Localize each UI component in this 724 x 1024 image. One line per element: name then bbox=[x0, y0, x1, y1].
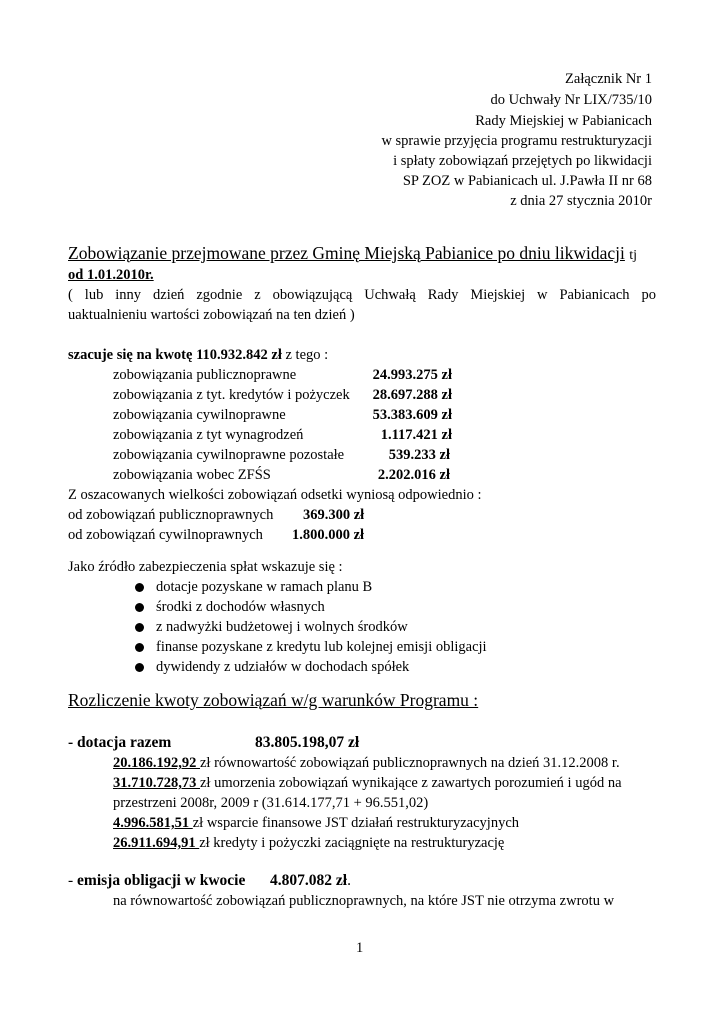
header-line-4: w sprawie przyjęcia programu restrukturyzacji bbox=[381, 133, 652, 149]
interest-intro: Z oszacowanych wielkości zobowiązań odsetki wyniosą odpowiednio : bbox=[68, 487, 482, 503]
document-title bbox=[68, 242, 637, 267]
source-item: z nadwyżki budżetowej i wolnych środków bbox=[156, 619, 408, 635]
estimate-item-amount: 2.202.016 zł bbox=[377, 467, 450, 483]
estimate-item-label: zobowiązania cywilnoprawne bbox=[113, 407, 286, 423]
settlement-line bbox=[113, 793, 428, 813]
estimate-item-amount: 24.993.275 zł bbox=[372, 367, 452, 383]
estimate-item-label: zobowiązania cywilnoprawne pozostałe bbox=[113, 447, 345, 463]
settlement-heading: Rozliczenie kwoty zobowiązań w/g warunków Programu : bbox=[68, 690, 479, 710]
header-line-1: Załącznik Nr 1 bbox=[565, 71, 652, 87]
settlement-amount: 26.911.694,91 bbox=[113, 835, 200, 851]
interest-public-label: od zobowiązań publicznoprawnych bbox=[68, 507, 274, 523]
bullet-icon bbox=[135, 583, 144, 592]
header-line-3: Rady Miejskiej w Pabianicach bbox=[475, 113, 652, 129]
estimate-label: szacuje się na kwotę 110.932.842 zł bbox=[68, 347, 282, 363]
settlement-line bbox=[113, 773, 622, 793]
estimate-item-label: zobowiązania z tyt wynagrodzeń bbox=[113, 427, 304, 443]
settlement-line bbox=[113, 813, 519, 833]
estimate-suffix: z tego : bbox=[281, 347, 329, 363]
note-line-2: uaktualnieniu wartości zobowiązań na ten dzień ) bbox=[68, 307, 355, 323]
settlement-text: zł równowartość zobowiązań publicznoprawnych na dzień 31.12.2008 r. bbox=[200, 755, 620, 771]
sources-intro: Jako źródło zabezpieczenia spłat wskazuje się : bbox=[68, 559, 343, 575]
title-main: Zobowiązanie przejmowane przez Gminę Miejską Pabianice po dniu likwidacji bbox=[68, 243, 625, 263]
settlement-text: zł kredyty i pożyczki zaciągnięte na restrukturyzację bbox=[199, 835, 505, 851]
bullet-icon bbox=[135, 663, 144, 672]
bond-line bbox=[68, 871, 245, 891]
title-date: od 1.01.2010r. bbox=[68, 267, 154, 283]
grant-label: - dotacja razem bbox=[68, 734, 172, 751]
source-item: środki z dochodów własnych bbox=[156, 599, 325, 615]
bond-text: na równowartość zobowiązań publicznoprawnych, na które JST nie otrzyma zwrotu w bbox=[113, 893, 615, 909]
bullet-icon bbox=[135, 623, 144, 632]
settlement-line bbox=[113, 753, 620, 773]
settlement-amount: 4.996.581,51 bbox=[113, 815, 193, 831]
settlement-amount: 31.710.728,73 bbox=[113, 775, 200, 791]
bond-amount: 4.807.082 zł bbox=[270, 872, 348, 889]
bond-amount-line bbox=[270, 871, 351, 891]
estimate-item-label: zobowiązania z tyt. kredytów i pożyczek bbox=[113, 387, 350, 403]
settlement-text: zł umorzenia zobowiązań wynikające z zawartych porozumień i ugód na bbox=[200, 775, 622, 791]
title-tail: tj bbox=[629, 248, 638, 263]
header-line-7: z dnia 27 stycznia 2010r bbox=[510, 193, 652, 209]
bullet-icon bbox=[135, 643, 144, 652]
source-item: dywidendy z udziałów w dochodach spółek bbox=[156, 659, 410, 675]
page-number: 1 bbox=[356, 940, 364, 956]
bond-label: emisja obligacji w kwocie bbox=[77, 872, 246, 889]
header-line-6: SP ZOZ w Pabianicach ul. J.Pawła II nr 68 bbox=[402, 173, 652, 189]
interest-civil-label: od zobowiązań cywilnoprawnych bbox=[68, 527, 263, 543]
estimate-line bbox=[68, 345, 328, 365]
source-item: dotacje pozyskane w ramach planu B bbox=[156, 579, 373, 595]
settlement-text: przestrzeni 2008r, 2009 r (31.614.177,71 + 96.551,02) bbox=[113, 795, 429, 811]
source-item: finanse pozyskane z kredytu lub kolejnej emisji obligacji bbox=[156, 639, 487, 655]
estimate-item-amount: 1.117.421 zł bbox=[380, 427, 452, 443]
estimate-item-amount: 28.697.288 zł bbox=[372, 387, 452, 403]
interest-civil-amount: 1.800.000 zł bbox=[292, 527, 365, 543]
estimate-item-label: zobowiązania publicznoprawne bbox=[113, 367, 297, 383]
estimate-item-amount: 53.383.609 zł bbox=[372, 407, 452, 423]
estimate-item-label: zobowiązania wobec ZFŚS bbox=[113, 467, 271, 483]
estimate-item-amount: 539.233 zł bbox=[388, 447, 450, 463]
grant-amount: 83.805.198,07 zł bbox=[255, 734, 360, 751]
settlement-amount: 20.186.192,92 bbox=[113, 755, 200, 771]
bond-dot: . bbox=[347, 872, 351, 889]
bullet-icon bbox=[135, 603, 144, 612]
note-line-1: ( lub inny dzień zgodnie z obowiązującą Uchwałą Rady Miejskiej w Pabianicach po bbox=[68, 287, 656, 303]
settlement-text: zł wsparcie finansowe JST działań restrukturyzacyjnych bbox=[192, 815, 520, 831]
header-line-5: i spłaty zobowiązań przejętych po likwidacji bbox=[393, 153, 652, 169]
interest-public-amount: 369.300 zł bbox=[303, 507, 365, 523]
settlement-line bbox=[113, 833, 504, 853]
bond-dash: - bbox=[68, 872, 78, 889]
header-line-2: do Uchwały Nr LIX/735/10 bbox=[490, 92, 652, 108]
